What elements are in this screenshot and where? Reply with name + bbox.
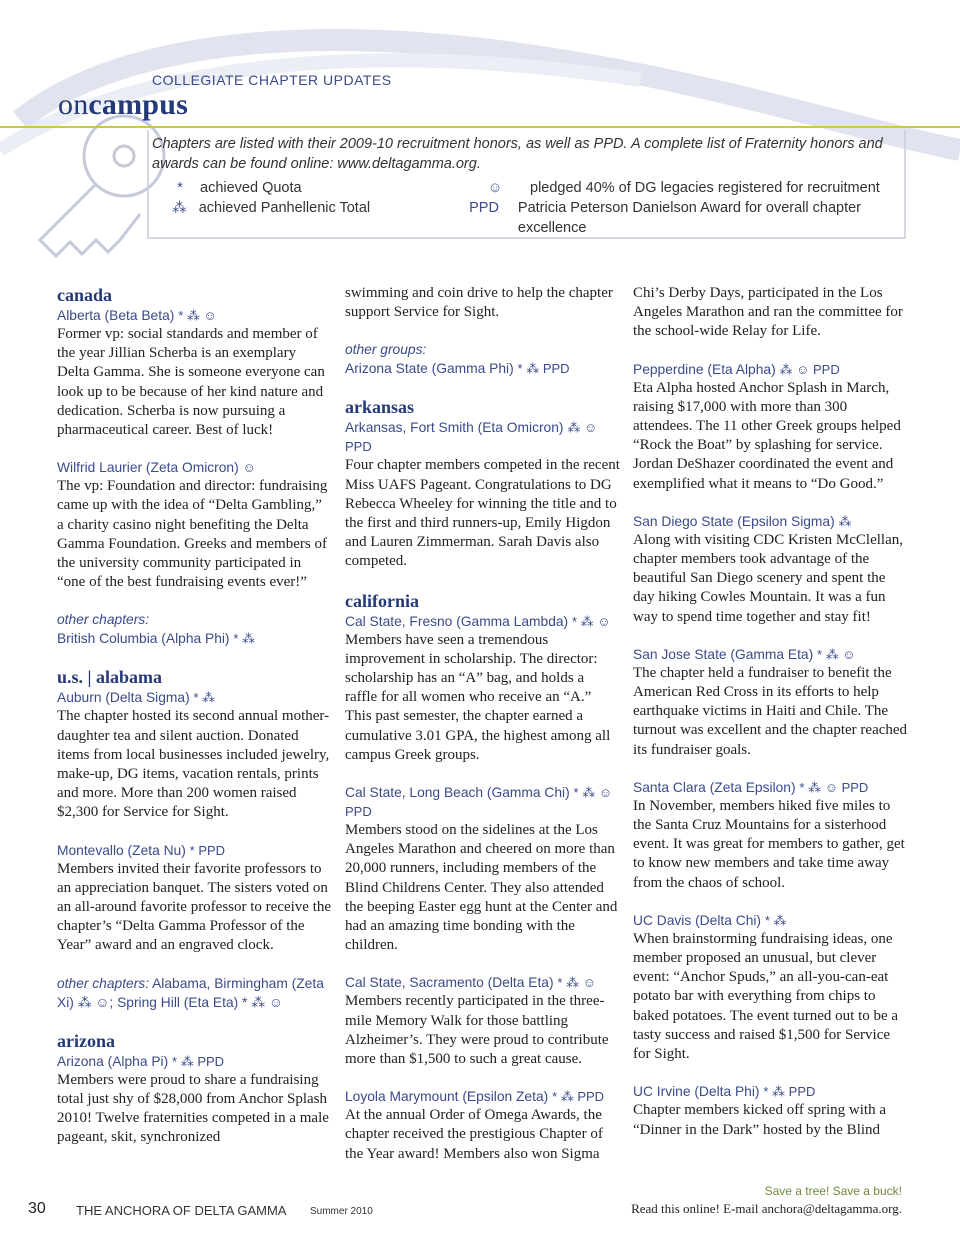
chapter-story: Members have seen a tremendous improvement in scholarship. The director: scholarship has an “A” bag, and holds a raffle for all women who receive an “A.” This past semester, the chapter earned a cumulative 3.01 GPA, the highest among all campus Greek groups.	[345, 631, 611, 763]
chapter-story: The chapter held a fundraiser to benefit the American Red Cross in its efforts to help earthquake victims in Haiti and Chile. The turnout was excellent and the chapter reached its fundraiser goals.	[633, 664, 908, 758]
region-heading: arizona	[57, 1030, 115, 1051]
read-online-link: Read this online! E-mail anchora@deltagamma.org.	[631, 1201, 902, 1216]
other-chapters-names: Alabama, Birmingham (Zeta Xi) ⁂ ☺; Spring Hill (Eta Eta) * ⁂ ☺	[57, 975, 324, 1010]
chapter-title: Cal State, Sacramento (Delta Eta)	[345, 975, 554, 991]
chapter-story: Chi’s Derby Days, participated in the Los Angeles Marathon and ran the committee for the school-wide Relay for Life.	[633, 285, 903, 340]
region-heading: canada	[57, 285, 113, 305]
chapter-title: San Diego State (Epsilon Sigma)	[633, 513, 835, 529]
chapter-title: Arkansas, Fort Smith (Eta Omicron)	[345, 420, 564, 436]
legend-text: Patricia Peterson Danielson Award for overall chapter excellence	[517, 200, 862, 236]
chapter-title: British Columbia (Alpha Phi)	[57, 631, 230, 647]
chapter-name	[633, 1082, 908, 1101]
chapter-name	[345, 359, 620, 378]
column-3	[633, 284, 908, 1140]
title-rule	[0, 126, 960, 128]
honors-icons: * ⁂ ☺ PPD	[345, 785, 613, 820]
honors-icons: ☺	[242, 460, 256, 476]
chapter-name	[345, 973, 620, 992]
chapter-name	[345, 783, 620, 821]
chapter-story: swimming and coin drive to help the chapter support Service for Sight.	[345, 285, 613, 321]
chapter-story: Four chapter members competed in the recent Miss UAFS Pageant. Congratulations to DG Rebecca Wheeley for winning the title and to the first and third runners-up, Emily Higdon and Lauren Zimmerman. Sarah Davis also competed.	[345, 457, 620, 570]
chapter-name	[633, 645, 908, 664]
legend-row	[160, 198, 920, 236]
chapter-story: Members were proud to share a fundraising total just shy of $28,000 from Anchor Splash 2010! Twelve fraternities competed in a male pageant, skit, synchronized	[57, 1071, 329, 1146]
legend-text: pledged 40% of DG legacies registered for recruitment	[530, 180, 880, 196]
chapter-name	[57, 458, 332, 477]
honors-icons: * ⁂ PPD	[763, 1084, 816, 1100]
honors-icons: * ⁂ ☺ PPD	[799, 779, 869, 795]
chapter-title: Auburn (Delta Sigma)	[57, 690, 190, 706]
honors-icons: * ⁂ ☺	[557, 975, 596, 991]
honors-icons: * ⁂ ☺	[178, 308, 217, 323]
chapter-title: Arizona State (Gamma Phi)	[345, 361, 514, 377]
page-number: 30	[28, 1200, 46, 1217]
chapter-story: Along with visiting CDC Kristen McClellan, chapter members took advantage of the beautiful San Diego scenery and spent the day hiking Cowles Mountain. It was a fun way to spend time together and stay fit!	[633, 531, 903, 625]
chapter-title: UC Davis (Delta Chi)	[633, 912, 762, 928]
chapter-story: The chapter hosted its second annual mother-daughter tea and silent auction. Donated items from local businesses included jewelry, make-up, DG items, vacation rentals, prints and more. More than 200 women raised $2,300 for Service for Sight.	[57, 708, 330, 821]
chapter-story: Members stood on the sidelines at the Los Angeles Marathon and cheered on more than 20,000 runners, including members of the Blind Childrens Center. They also attended the beeping Easter egg hunt at the Center and had an amazing time bonding with the children.	[345, 822, 618, 954]
chapter-title: Pepperdine (Eta Alpha)	[633, 361, 776, 377]
column-2	[345, 284, 620, 1164]
honors-icons: * ⁂ ☺	[817, 646, 856, 662]
section-kicker: COLLEGIATE CHAPTER UPDATES	[152, 72, 392, 88]
other-chapters-label: other chapters:	[57, 612, 150, 628]
legacy-icon: ☺	[487, 180, 503, 196]
title-bold: campus	[88, 88, 188, 121]
chapter-name	[57, 306, 332, 325]
honors-icons: ⁂ ☺ PPD	[779, 361, 840, 377]
chapter-name	[633, 512, 908, 531]
chapter-name	[633, 778, 908, 797]
chapter-title: Arizona (Alpha Pi)	[57, 1053, 169, 1069]
panhellenic-icon: ⁂	[172, 200, 187, 216]
issue-date: Summer 2010	[310, 1206, 373, 1217]
other-chapters-label: other chapters:	[57, 975, 150, 991]
legend-text: achieved Quota	[200, 180, 302, 196]
chapter-name	[345, 418, 620, 456]
chapter-name	[57, 841, 332, 860]
chapter-story: Members invited their favorite professors to an appreciation banquet. The sisters voted on an all-around favorite professor to receive the chapter’s “Delta Gamma Professor of the Year” award and an engraved clock.	[57, 860, 332, 954]
chapter-story: When brainstorming fundraising ideas, one member proposed an unusual, but clever event: “Anchor Spuds,” an all-you-can-eat potato bar with everything from chips to baked potatoes. The event turned out to be a tasty success and raised $1,500 for Service for Sight.	[633, 930, 899, 1063]
chapter-title: Alberta (Beta Beta)	[57, 308, 175, 323]
chapter-name	[57, 688, 332, 707]
chapter-name	[345, 1087, 620, 1106]
other-chapters-list	[57, 974, 332, 1012]
legend-text: achieved Panhellenic Total	[198, 200, 371, 216]
chapter-title: Cal State, Fresno (Gamma Lambda)	[345, 613, 569, 629]
legend-row	[160, 178, 920, 198]
chapter-title: UC Irvine (Delta Phi)	[633, 1084, 760, 1100]
honors-icons: ⁂ ☺ PPD	[345, 420, 598, 455]
chapter-story: The vp: Foundation and director: fundraising came up with the idea of “Delta Gambling,” a charity casino night benefiting the Delta Gamma Foundation. Greeks and members of the university community participated in “one of the best fundraising events ever!”	[57, 478, 328, 591]
column-1	[57, 284, 332, 1147]
chapter-title: Santa Clara (Zeta Epsilon)	[633, 779, 796, 795]
intro-text: Chapters are listed with their 2009-10 recruitment honors, as well as PPD. A complete list of Fraternity honors and awards can be found online: www.deltagamma.org.	[152, 136, 883, 172]
chapter-title: Montevallo (Zeta Nu)	[57, 842, 186, 858]
region-heading: u.s. | alabama	[57, 667, 162, 688]
chapter-title: Loyola Marymount (Epsilon Zeta)	[345, 1089, 549, 1105]
honors-icons: * ⁂ PPD	[552, 1089, 605, 1105]
honors-icons: * ⁂ PPD	[172, 1053, 225, 1069]
chapter-name	[57, 629, 332, 648]
honors-icons: ⁂	[838, 513, 852, 529]
page-title	[58, 88, 188, 122]
chapter-name	[633, 911, 908, 930]
save-tagline: Save a tree! Save a buck!	[764, 1184, 902, 1198]
chapter-title: Cal State, Long Beach (Gamma Chi)	[345, 785, 570, 801]
honors-icons: * ⁂ PPD	[517, 361, 570, 377]
region-heading: california	[345, 590, 419, 611]
chapter-name	[633, 360, 908, 379]
chapter-name	[345, 612, 620, 631]
honors-icons: * ⁂	[193, 690, 216, 706]
title-plain: on	[58, 88, 89, 121]
chapter-story: In November, members hiked five miles to the Santa Cruz Mountains for a sisterhood event. It was great for members to gather, get to know new members and take time away from the chaos of school.	[633, 797, 905, 891]
region-heading: arkansas	[345, 397, 415, 418]
honors-icons: * ⁂ ☺	[571, 613, 611, 629]
honors-legend	[160, 178, 920, 236]
chapter-story: Chapter members kicked off spring with a “Dinner in the Dark” hosted by the Blind	[633, 1102, 886, 1138]
chapter-title: Wilfrid Laurier (Zeta Omicron)	[57, 460, 239, 476]
honors-icons: * ⁂	[233, 631, 256, 647]
chapter-story: Eta Alpha hosted Anchor Splash in March, raising $17,000 with more than 300 attendees. The 11 other Greek groups helped “Rock the Boat” by splashing for service. Jordan DeShazer coordinated the event and exemplified what it means to “Do Good.”	[633, 379, 901, 492]
honors-icons: * ⁂	[764, 912, 787, 928]
chapter-story: Members recently participated in the three-mile Memory Walk for those battling Alzheimer’s. They were proud to contribute more than $1,500 to such a great cause.	[345, 993, 609, 1068]
chapter-story: Former vp: social standards and member of the year Jillian Scherba is an exemplary Delta Gamma. She is someone everyone can look up to be because of her kind nature and dedication. Scherba is now pursuing a pharmaceutical career. Best of luck!	[57, 326, 325, 439]
chapter-name	[57, 1052, 332, 1071]
chapter-story: At the annual Order of Omega Awards, the chapter received the prestigious Chapter of the Year award! Members also won Sigma	[345, 1107, 603, 1162]
other-chapters-label: other groups:	[345, 342, 427, 358]
chapter-title: San Jose State (Gamma Eta)	[633, 646, 814, 662]
ppd-label: PPD	[469, 200, 499, 216]
honors-icons: * PPD	[189, 842, 226, 858]
publication-name: THE ANCHORA OF DELTA GAMMA	[76, 1203, 287, 1218]
quota-icon: *	[177, 180, 183, 196]
